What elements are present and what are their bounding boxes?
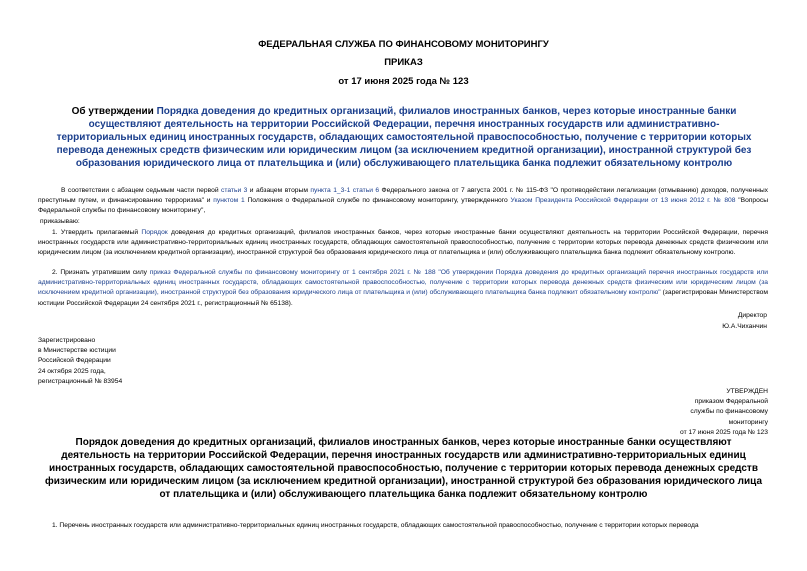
- intro-text-2: и абзацем вторым: [247, 187, 311, 194]
- registration-block: [38, 336, 238, 387]
- approved-line: мониторингу: [728, 418, 768, 426]
- doc-type-heading: ПРИКАЗ: [384, 57, 423, 68]
- order-title-link[interactable]: Порядка доведения до кредитных организаций, филиалов иностранных банков, через которые иностранные банки осуществляют деятельность на территории Российской Федерации, перечня иностранных государств или административно-территориальных единиц иностранных государств, обладающих самостоятельной правоспособностью, получение с территории которых перевода денежных средств физическим или юридическим лицом (за исключением кредитной организации), иностранной структурой без образования юридического лица от плательщика и (или) обслуживающего плательщика банка подлежит обязательному контролю: [56, 106, 752, 169]
- registration-line: регистрационный № 83954: [38, 377, 123, 385]
- agency-heading: ФЕДЕРАЛЬНАЯ СЛУЖБА ПО ФИНАНСОВОМУ МОНИТОРИНГУ: [258, 39, 549, 50]
- procedure-item-1: 1. Перечень иностранных государств или административно-территориальных единиц иностранных государств, обладающих самостоятельной правоспособностью, получение с территории которых перевода: [52, 522, 699, 529]
- intro-link-article-6[interactable]: пункта 1_3-1 статьи 6: [310, 187, 380, 194]
- intro-text-4: Положения о Федеральной службе по финансовому мониторингу, утвержденного: [244, 197, 511, 205]
- order-word: приказываю:: [40, 218, 80, 225]
- item-1-text-2: доведения до кредитных организаций, филиалов иностранных банков, через которые иностранные банки осуществляют деятельность на территории Российской Федерации, перечня иностранных государств или административно-территориальных единиц иностранных государств, обладающих самостоятельной правоспособностью, получение с территории которых перевода денежных средств физическим или юридическим лицом (за исключением кредитной организации), иностранной структурой без образования юридического лица от плательщика и (или) обслуживающего плательщика банка подлежит обязательному контролю.: [38, 229, 768, 257]
- signature-name: Ю.А.Чиханчин: [722, 323, 767, 330]
- intro-text-3: Федерального закона от 7 августа 2001 г. № 115-ФЗ "О противодействии легализации (отмыванию) доходов, полученных преступным путем, и финансированию терроризма" и: [38, 187, 768, 205]
- intro-link-point-1[interactable]: пунктом 1: [213, 197, 245, 205]
- order-title-prefix: Об утверждении: [71, 106, 157, 117]
- intro-link-decree[interactable]: Указом Президента Российской Федерации от 13 июня 2012 г. № 808: [510, 197, 736, 205]
- item-1-text-1: 1. Утвердить прилагаемый: [52, 229, 142, 236]
- approved-line: от 17 июня 2025 года № 123: [680, 428, 768, 436]
- approved-line: службы по финансовому: [690, 408, 768, 416]
- procedure-title: Порядок доведения до кредитных организаций, филиалов иностранных банков, через которые иностранные банки осуществляют деятельность на территории Российской Федерации, перечня иностранных государств или административно-территориальных единиц иностранных государств, обладающих самостоятельной правоспособностью, получение с территории которых перевода денежных средств физическим или юридическим лицом (за исключением кредитной организации), иностранной структурой без образования юридического лица от плательщика и (или) обслуживающего плательщика банка подлежит обязательному контролю: [44, 437, 763, 500]
- signature-position: Директор: [737, 312, 767, 319]
- intro-paragraph: [38, 186, 768, 217]
- registration-line: в Министерстве юстиции: [38, 347, 116, 355]
- approved-line: приказом Федеральной: [694, 398, 768, 406]
- item-2-link-order-188[interactable]: приказ Федеральной службы по финансовому мониторингу от 1 сентября 2021 г. № 188 "Об утверждении Порядка доведения до кредитных организаций перечня иностранных государств или административно-территориальных единиц иностранных государств, обладающих самостоятельной правоспособностью, получение с территории которых перевода денежных средств физическим или юридическим лицом (за исключением кредитной организации), иностранной структурой без образования юридического лица от плательщика и (или) обслуживающего плательщика банка подлежит обязательному контролю": [38, 269, 768, 297]
- registration-line: 24 октября 2025 года,: [38, 367, 106, 375]
- intro-text-5: "Вопросы Федеральной службы по финансовому мониторингу",: [38, 197, 768, 215]
- order-title: [44, 105, 764, 170]
- intro-text-1: В соответствии с абзацем седьмым части первой: [61, 187, 221, 194]
- date-number-heading: от 17 июня 2025 года № 123: [338, 76, 469, 87]
- item-2-paragraph: [38, 268, 768, 309]
- item-1-paragraph: [38, 228, 768, 259]
- registration-line: Российской Федерации: [38, 357, 111, 365]
- intro-link-article-3[interactable]: статьи 3: [221, 187, 248, 194]
- item-2-text-2: (зарегистрирован Министерством юстиции Российской Федерации 24 сентября 2021 г., регистрационный № 65138).: [38, 289, 768, 307]
- approved-block: [650, 387, 768, 438]
- approved-word: УТВЕРЖДЕН: [726, 388, 768, 395]
- item-2-text-1: 2. Признать утратившим силу: [52, 269, 150, 276]
- registration-line: Зарегистрировано: [38, 337, 96, 344]
- item-1-link-procedure[interactable]: Порядок: [141, 229, 168, 236]
